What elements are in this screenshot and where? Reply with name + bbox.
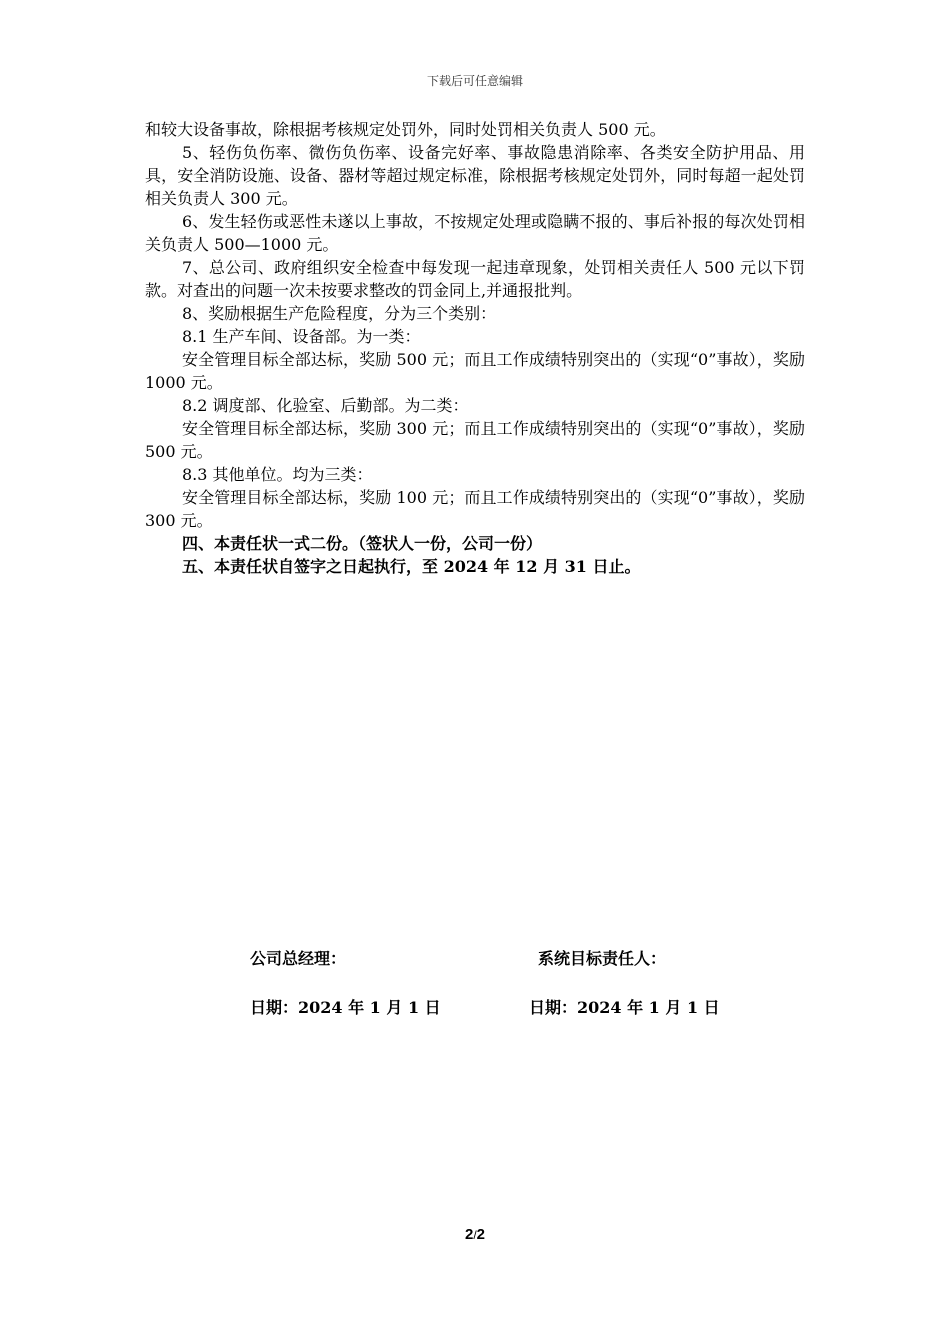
paragraph-section-4: 四、本责任状一式二份。（签状人一份，公司一份） [182, 534, 543, 553]
paragraph-item-8-2: 8.2 调度部、化验室、后勤部。为二类： [182, 396, 469, 415]
page-number [0, 1226, 950, 1243]
paragraph-item-5: 5、轻伤负伤率、微伤负伤率、设备完好率、事故隐患消除率、各类安全防护用品、用具，安全消防设施、设备、器材等超过规定标准，除根据考核规定处罚外，同时每超一起处罚相关负责人 300 元。 [145, 143, 805, 208]
paragraph-section-5: 五、本责任状自签字之日起执行，至 2024 年 12 月 31 日止。 [182, 557, 641, 576]
paragraph-reward-class-3: 安全管理目标全部达标，奖励 100 元；而且工作成绩特别突出的（实现“0”事故），奖励 300 元。 [145, 488, 805, 530]
paragraph-item-6: 6、发生轻伤或恶性未遂以上事故，不按规定处理或隐瞒不报的、事后补报的每次处罚相关负责人 500—1000 元。 [145, 212, 805, 254]
page-current: 2 [464, 1226, 474, 1243]
date-left: 日期：2024 年 1 月 1 日 [250, 998, 441, 1017]
document-body [145, 118, 805, 578]
page-header: 下载后可任意编辑 [426, 74, 523, 88]
paragraph-item-7: 7、总公司、政府组织安全检查中每发现一起违章现象，处罚相关责任人 500 元以下罚款。对查出的问题一次未按要求整改的罚金同上,并通报批判。 [145, 258, 805, 300]
date-right: 日期：2024 年 1 月 1 日 [529, 998, 720, 1017]
page-total: 2 [476, 1226, 486, 1243]
manager-signature-label: 公司总经理： [250, 949, 347, 968]
paragraph-reward-class-2: 安全管理目标全部达标，奖励 300 元；而且工作成绩特别突出的（实现“0”事故），奖励 500 元。 [145, 419, 805, 461]
responsible-signature-label: 系统目标责任人： [538, 949, 667, 968]
paragraph-reward-class-1: 安全管理目标全部达标，奖励 500 元；而且工作成绩特别突出的（实现“0”事故），奖励 1000 元。 [145, 350, 805, 392]
paragraph-item-8: 8、奖励根据生产危险程度，分为三个类别： [182, 304, 497, 323]
paragraph-item-8-3: 8.3 其他单位。均为三类： [182, 465, 373, 484]
paragraph-continuation: 和较大设备事故，除根据考核规定处罚外，同时处罚相关负责人 500 元。 [145, 120, 666, 139]
paragraph-item-8-1: 8.1 生产车间、设备部。为一类： [182, 327, 421, 346]
page-separator: / [473, 1228, 477, 1242]
